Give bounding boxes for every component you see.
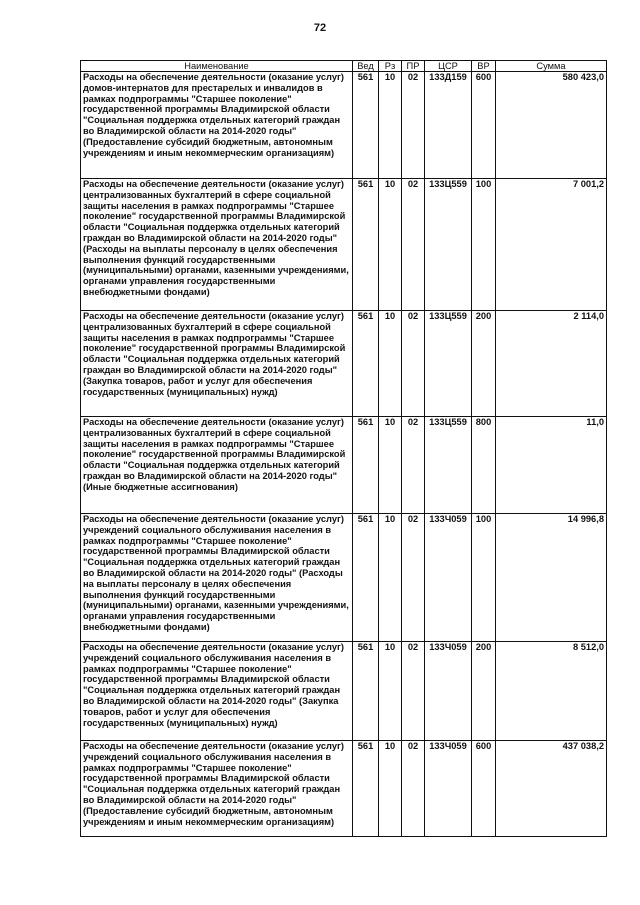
cell-pr: 02 xyxy=(402,72,425,179)
cell-vr: 600 xyxy=(472,72,496,179)
cell-rz: 10 xyxy=(379,741,402,837)
cell-rz: 10 xyxy=(379,642,402,741)
header-csr: ЦСР xyxy=(425,61,472,72)
cell-rz: 10 xyxy=(379,179,402,311)
header-name: Наименование xyxy=(81,61,353,72)
cell-ved: 561 xyxy=(353,514,379,642)
cell-vr: 800 xyxy=(472,417,496,514)
cell-vr: 200 xyxy=(472,311,496,417)
cell-sum: 7 001,2 xyxy=(496,179,607,311)
cell-pr: 02 xyxy=(402,179,425,311)
cell-sum: 2 114,0 xyxy=(496,311,607,417)
cell-rz: 10 xyxy=(379,514,402,642)
cell-ved: 561 xyxy=(353,72,379,179)
header-sum: Сумма xyxy=(496,61,607,72)
cell-rz: 10 xyxy=(379,72,402,179)
cell-sum: 11,0 xyxy=(496,417,607,514)
cell-csr: 133Ч059 xyxy=(425,514,472,642)
table-row xyxy=(81,741,607,837)
cell-rz: 10 xyxy=(379,417,402,514)
table-row xyxy=(81,72,607,179)
cell-csr: 133Ц559 xyxy=(425,311,472,417)
cell-sum: 8 512,0 xyxy=(496,642,607,741)
cell-pr: 02 xyxy=(402,417,425,514)
page-number: 72 xyxy=(313,22,327,34)
cell-ved: 561 xyxy=(353,642,379,741)
cell-csr: 133Д159 xyxy=(425,72,472,179)
cell-csr: 133Ц559 xyxy=(425,417,472,514)
cell-sum: 14 996,8 xyxy=(496,514,607,642)
header-rz: Рз xyxy=(379,61,402,72)
cell-vr: 200 xyxy=(472,642,496,741)
table-header-row xyxy=(81,61,607,72)
table-row xyxy=(81,417,607,514)
table-row xyxy=(81,514,607,642)
cell-pr: 02 xyxy=(402,642,425,741)
cell-vr: 100 xyxy=(472,514,496,642)
cell-name: Расходы на обеспечение деятельности (оказание услуг) учреждений социального обслуживания населения в рамках подпрограммы "Старшее поколение" государственной программы Владимирской области "Социальная поддержка отдельных категорий граждан во Владимирской области на 2014-2020 годы" (Предоставление субсидий бюджетным, автономным учреждениям и иным некоммерческим организациям) xyxy=(81,741,353,837)
cell-pr: 02 xyxy=(402,514,425,642)
cell-csr: 133Ч059 xyxy=(425,642,472,741)
cell-ved: 561 xyxy=(353,311,379,417)
cell-ved: 561 xyxy=(353,179,379,311)
cell-name: Расходы на обеспечение деятельности (оказание услуг) централизованных бухгалтерий в сфере социальной защиты населения в рамках подпрограммы "Старшее поколение" государственной программы Владимирской области "Социальная поддержка отдельных категорий граждан во Владимирской области на 2014-2020 годы" (Закупка товаров, работ и услуг для обеспечения государственных (муниципальных) нужд) xyxy=(81,311,353,417)
header-vr: ВР xyxy=(472,61,496,72)
cell-vr: 600 xyxy=(472,741,496,837)
cell-pr: 02 xyxy=(402,741,425,837)
cell-vr: 100 xyxy=(472,179,496,311)
table-row xyxy=(81,311,607,417)
table-row xyxy=(81,179,607,311)
table-row xyxy=(81,642,607,741)
budget-table xyxy=(80,60,607,837)
cell-rz: 10 xyxy=(379,311,402,417)
cell-csr: 133Ц559 xyxy=(425,179,472,311)
cell-ved: 561 xyxy=(353,741,379,837)
cell-name: Расходы на обеспечение деятельности (оказание услуг) централизованных бухгалтерий в сфере социальной защиты населения в рамках подпрограммы "Старшее поколение" государственной программы Владимирской области "Социальная поддержка отдельных категорий граждан во Владимирской области на 2014-2020 годы" (Расходы на выплаты персоналу в целях обеспечения выполнения функций государственными (муниципальными) органами, казенными учреждениями, органами управления государственными внебюджетными фондами) xyxy=(81,179,353,311)
cell-pr: 02 xyxy=(402,311,425,417)
cell-ved: 561 xyxy=(353,417,379,514)
cell-sum: 580 423,0 xyxy=(496,72,607,179)
header-ved: Вед xyxy=(353,61,379,72)
cell-csr: 133Ч059 xyxy=(425,741,472,837)
header-pr: ПР xyxy=(402,61,425,72)
cell-sum: 437 038,2 xyxy=(496,741,607,837)
cell-name: Расходы на обеспечение деятельности (оказание услуг) учреждений социального обслуживания населения в рамках подпрограммы "Старшее поколение" государственной программы Владимирской области "Социальная поддержка отдельных категорий граждан во Владимирской области на 2014-2020 годы" (Закупка товаров, работ и услуг для обеспечения государственных (муниципальных) нужд) xyxy=(81,642,353,741)
cell-name: Расходы на обеспечение деятельности (оказание услуг) централизованных бухгалтерий в сфере социальной защиты населения в рамках подпрограммы "Старшее поколение" государственной программы Владимирской области "Социальная поддержка отдельных категорий граждан во Владимирской области на 2014-2020 годы" (Иные бюджетные ассигнования) xyxy=(81,417,353,514)
cell-name: Расходы на обеспечение деятельности (оказание услуг) домов-интернатов для престарелых и инвалидов в рамках подпрограммы "Старшее поколение" государственной программы Владимирской области "Социальная поддержка отдельных категорий граждан во Владимирской области на 2014-2020 годы" (Предоставление субсидий бюджетным, автономным учреждениям и иным некоммерческим организациям) xyxy=(81,72,353,179)
cell-name: Расходы на обеспечение деятельности (оказание услуг) учреждений социального обслуживания населения в рамках подпрограммы "Старшее поколение" государственной программы Владимирской области "Социальная поддержка отдельных категорий граждан во Владимирской области на 2014-2020 годы" (Расходы на выплаты персоналу в целях обеспечения выполнения функций государственными (муниципальными) органами, казенными учреждениями, органами управления государственными внебюджетными фондами) xyxy=(81,514,353,642)
